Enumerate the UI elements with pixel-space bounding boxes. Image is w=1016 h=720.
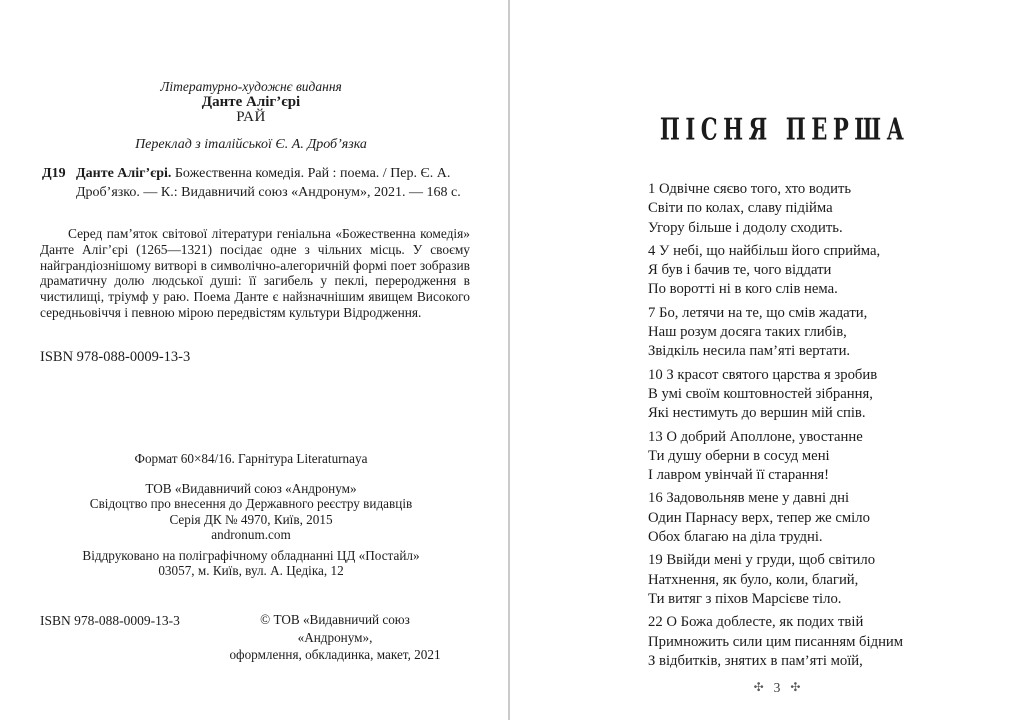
page-number-footer <box>562 680 992 696</box>
stanza <box>648 242 978 300</box>
stanza <box>648 489 978 547</box>
verse-line: Які нестимуть до вершин мій спів. <box>648 405 866 422</box>
canto-title-wrap <box>562 112 1008 148</box>
folio-ornament-icon: ✣ <box>753 680 764 694</box>
stanza <box>648 180 978 238</box>
publisher-block <box>40 481 462 542</box>
copyright-block <box>222 611 448 664</box>
verse-line: По воротті ні в кого слів нема. <box>648 281 838 298</box>
catalog-code: Д19 <box>42 166 66 181</box>
stanza <box>648 366 978 424</box>
verse-column <box>648 180 978 675</box>
verse-line: Ти витяг з піхов Марсієве тіло. <box>648 590 842 607</box>
stanza <box>648 428 978 486</box>
edition-note: Літературно-художнє видання <box>160 79 342 94</box>
verse-line: 22 О Божа доблесте, як подих твій <box>648 614 864 631</box>
catalog-record <box>42 165 472 202</box>
stanza <box>648 551 978 609</box>
publisher-line: Серія ДК № 4970, Київ, 2015 <box>169 511 333 527</box>
verse-line: В умі своїм коштовностей зібрання, <box>648 385 873 402</box>
verse-line: 19 Ввійди мені у груди, щоб світило <box>648 552 876 569</box>
verse-line: Ти душу оберни в сосуд мені <box>648 447 830 464</box>
verse-line: Угору більше і додолу сходить. <box>648 219 843 236</box>
canto-title: ПІСНЯ ПЕРША <box>660 112 910 148</box>
verse-line: 4 У небі, що найбільш його сприйма, <box>648 242 881 259</box>
isbn-bottom: ISBN 978-088-0009-13-3 <box>40 613 180 628</box>
verse-line: Обох благаю на діла трудні. <box>648 529 823 546</box>
catalog-text: Божественна комедія. Рай : поема. / Пер. Є. А. Дроб’язко. — К.: Видавничий союз «Андронум», 2021. — 168 с. <box>76 166 461 200</box>
verse-line: Наш розум досяга таких глибів, <box>648 324 847 341</box>
copyright-line: оформлення, обкладинка, макет, 2021 <box>229 647 441 662</box>
publisher-line: Свідоцтво про внесення до Державного реєстру видавців <box>89 496 413 512</box>
annotation-paragraph: Серед пам’яток світової літератури геніальна «Божественна комедія» Данте Аліг’єрі (1265—1321) посідає одне з чільних місць. У своєму найграндіознішому витворі в символічно-алегоричній формі поет зобразив драматичну долю людської душі: її загибель у пеклі, переродження в чистилищі, тріумф у раю. Поема Данте є найзначнішим явищем Високого середньовіччя і певною мірою передвістям культури Відродження. <box>40 226 470 320</box>
catalog-entry <box>76 165 472 202</box>
verse-line: І лавром увінчай її старання! <box>648 467 830 484</box>
author-name: Данте Аліг’єрі <box>201 93 301 110</box>
print-line: 03057, м. Київ, вул. А. Цедіка, 12 <box>158 563 344 579</box>
isbn-top: ISBN 978-088-0009-13-3 <box>40 349 191 365</box>
format-line: Формат 60×84/16. Гарнітура Literaturnaya <box>134 451 368 466</box>
verse-line: Один Парнасу верх, тепер же сміло <box>648 509 870 526</box>
verse-line: 7 Бо, летячи на те, що смів жадати, <box>648 304 868 321</box>
translator-note: Переклад з італійської Є. А. Дроб’язка <box>135 137 367 152</box>
verse-line: 13 О добрий Аполлоне, увостанне <box>648 428 863 445</box>
edition-block <box>40 79 462 126</box>
print-block <box>40 548 462 579</box>
verse-line: Примножить сили цим писанням бідним <box>648 633 904 650</box>
verse-line: 10 З красот святого царства я зробив <box>648 366 878 383</box>
print-line: Віддруковано на поліграфічному обладнанні ЦД «Постайл» <box>82 548 420 563</box>
verse-line: З відбитків, знятих в пам’яті моїй, <box>648 652 863 669</box>
verse-line: 16 Задовольняв мене у давні дні <box>648 490 850 507</box>
copyright-line: © ТОВ «Видавничий союз «Андронум», <box>260 612 410 645</box>
right-page <box>510 0 1016 720</box>
verse-line: Я був і бачив те, чого віддати <box>648 262 832 279</box>
book-title: РАЙ <box>236 109 266 125</box>
folio-ornament-icon: ✣ <box>790 680 801 694</box>
verse-line: 1 Одвічне сяєво того, хто водить <box>648 181 852 197</box>
publisher-website: andronum.com <box>211 526 291 542</box>
verse-line: Світи по колах, славу підійма <box>648 200 833 217</box>
publisher-line: ТОВ «Видавничий союз «Андронум» <box>145 481 357 496</box>
verse-line: Звідкіль несила пам’яті вертати. <box>648 343 851 360</box>
page-number: 3 <box>773 680 781 695</box>
verse-line: Натхнення, як було, коли, благий, <box>648 571 859 588</box>
catalog-lead: Данте Аліг’єрі. <box>76 166 172 181</box>
stanza <box>648 613 978 671</box>
stanza <box>648 304 978 362</box>
